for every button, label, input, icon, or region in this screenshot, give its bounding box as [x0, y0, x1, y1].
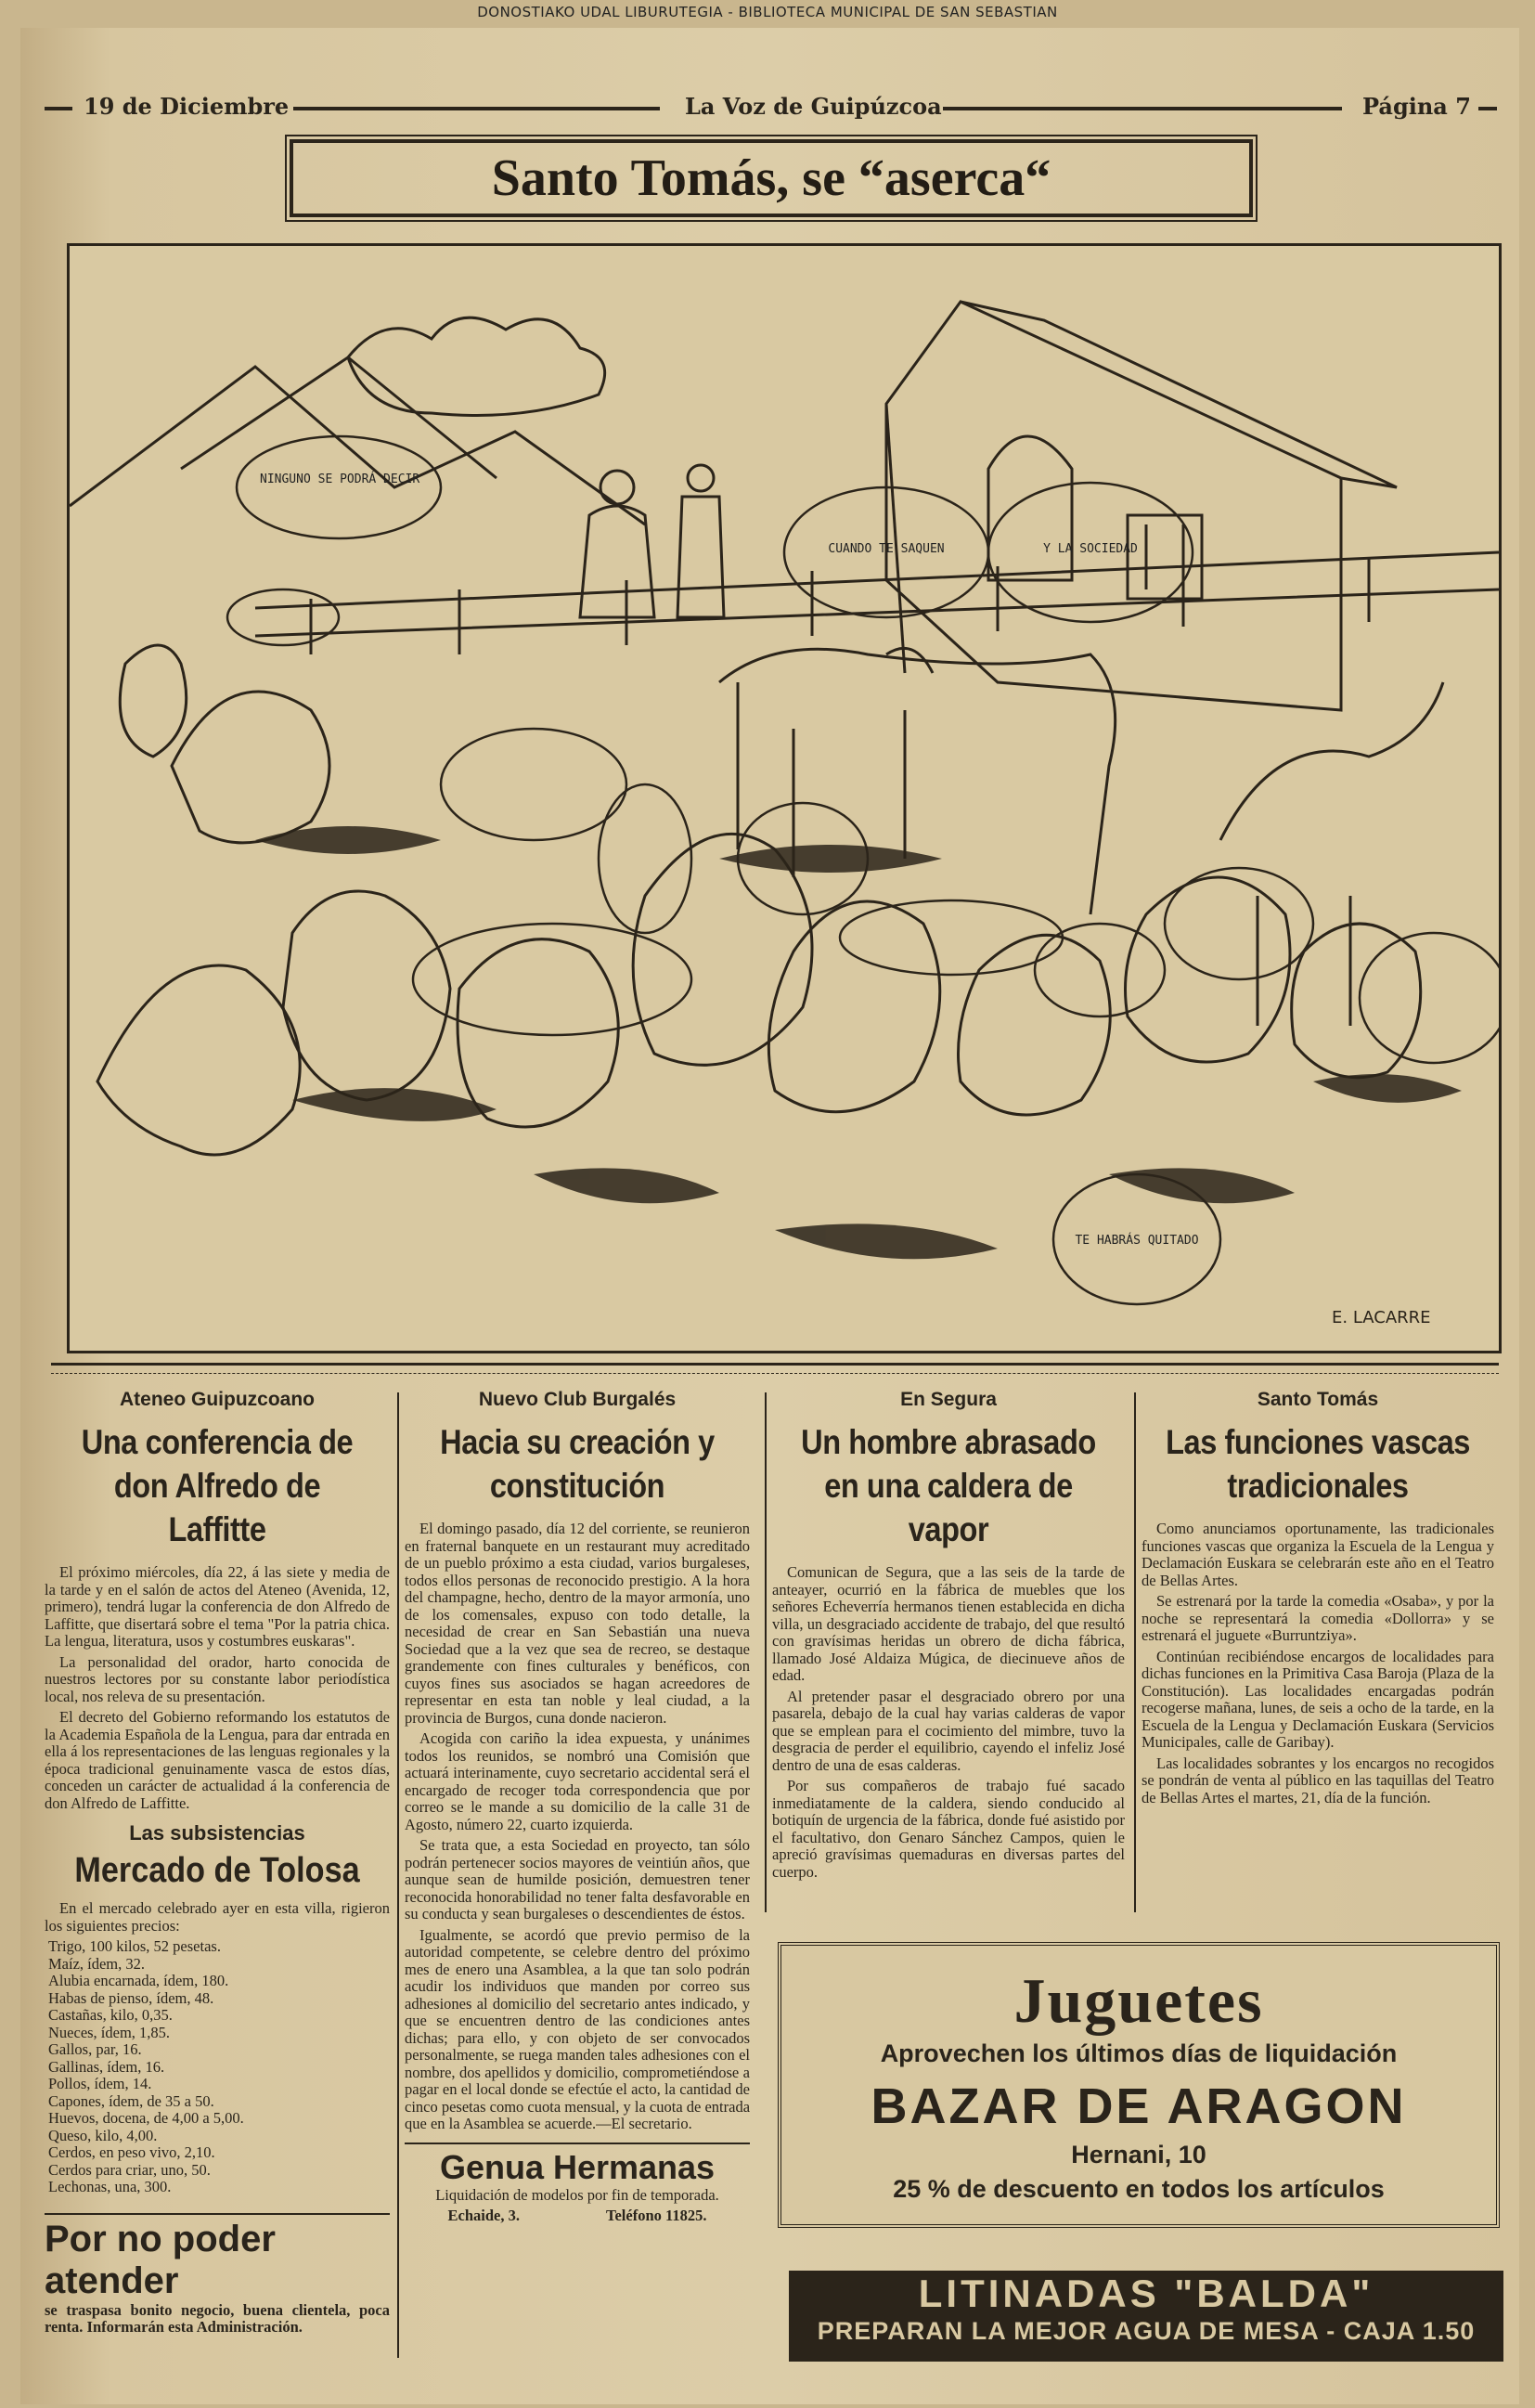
price-item: Habas de pienso, ídem, 48.	[48, 1988, 214, 2007]
column-rule	[1134, 1392, 1136, 1912]
kicker-segura: En Segura	[900, 1389, 997, 1410]
article-caldera	[772, 1564, 1125, 1881]
paragraph: Acogida con cariño la idea expuesta, y unánimes todos los reunidos, se nombró una Comisión que actuará interinamente, cuyo secretario accidental será el encargado de recoger toda correspondencia que por correo se le mande a su domicilio de la calle 31 de Agosto, número 22, cuarto izquierda.	[405, 1729, 750, 1833]
column-club-burgales	[405, 1383, 750, 2225]
ad-genua-body	[405, 2187, 750, 2205]
kicker-subsistencias: Las subsistencias	[129, 1821, 305, 1845]
price-item: Maíz, ídem, 32.	[48, 1954, 146, 1973]
price-item: Trigo, 100 kilos, 52 pesetas.	[48, 1937, 221, 1955]
running-head-date: 19 de Diciembre	[84, 93, 290, 120]
cartoon-bubble-text: TE HABRÁS QUITADO	[1075, 1234, 1199, 1248]
section-divider	[51, 1363, 1499, 1374]
paragraph: Comunican de Segura, que a las seis de la tarde de anteayer, ocurrió en la fábrica de muebles que los señores Echeverría hermanos tienen establecida en dicha villa, un desgraciado accidente de trabajo, del que resultó con gravísimas heridas un obrero de dicha fábrica, llamado José Aldaiza Múgica, de diecinueve años de edad.	[772, 1563, 1125, 1684]
ad-bazar-store: BAZAR DE ARAGON	[871, 2078, 1407, 2134]
price-item: Alubia encarnada, ídem, 180.	[48, 1972, 229, 1989]
paragraph: En el mercado celebrado ayer en esta villa, rigieron los siguientes precios:	[45, 1899, 390, 1935]
running-head-page: Página 7	[1362, 93, 1471, 120]
ad-litinadas-balda	[789, 2271, 1503, 2362]
paragraph: se traspasa bonito negocio, buena clientela, poca renta. Informarán esta Administración.	[45, 2300, 390, 2336]
headline-caldera: Un hombre abrasado en una caldera de vapor	[801, 1423, 1096, 1548]
headline-funciones-vascas: Las funciones vascas tradicionales	[1166, 1423, 1470, 1505]
cartoon-illustration	[67, 243, 1502, 1353]
article-laffitte	[45, 1564, 390, 1812]
price-item: Gallinas, ídem, 16.	[48, 2057, 165, 2076]
paragraph: Como anunciamos oportunamente, las tradicionales funciones vascas que organiza la Escuela de la Lengua y Declamación Euskara se celebrarán este año en el Teatro de Bellas Artes.	[1142, 1520, 1494, 1589]
running-head	[45, 93, 1492, 124]
paragraph: Por sus compañeros de trabajo fué sacado inmediatamente de la caldera, siendo conducido al botiquín de urgencia de la fábrica, donde fué asistido por el facultativo, don Genaro Sánchez Campos, quien le apreció gravísimas quemaduras en diversas partes del cuerpo.	[772, 1777, 1125, 1881]
ad-bazar-discount: 25 % de descuento en todos los artículos	[893, 2175, 1385, 2203]
article-club-burgales	[405, 1521, 750, 2133]
paragraph: Liquidación de modelos por fin de temporada.	[435, 2185, 719, 2204]
paragraph: Se trata que, a esta Sociedad en proyecto, tan sólo podrán pertenecer socios mayores de veintiún años, que aunque sean de humilde posición, demuestren tener reconocida honorabilidad no tener falta desfavorable en su conducta y sean burgaleses o descendientes de éstos.	[405, 1836, 750, 1923]
price-item: Queso, kilo, 4,00.	[48, 2126, 158, 2144]
kicker-ateneo: Ateneo Guipuzcoano	[120, 1389, 315, 1410]
column-santo-tomas	[1142, 1383, 1494, 1810]
kicker-club-burgales: Nuevo Club Burgalés	[478, 1389, 677, 1410]
ad-genua-phone: Teléfono 11825.	[605, 2207, 707, 2224]
ad-bazar-liquidation: Aprovechen los últimos días de liquidación	[880, 2039, 1398, 2067]
paragraph: El domingo pasado, día 12 del corriente, se reunieron en fraternal banquete en un restaurant muy acreditado de un pueblo próximo a esta ciudad, varios burgaleses, todos ellos personas de reconocido prestigio. A la hora del champagne, hecho, dentro de la mayor armonía, uno de los comensales, expuso con todo detalle, la necesidad de crear en San Sebastián una nueva Sociedad que a la vez que sea de recreo, se destaque grandemente con fines culturales y benéficos, con cuyos fines sus asociados se hagan acreedores de representar en esta tan noble y leal ciudad, a la provincia de Burgos, cuna donde nacieron.	[405, 1520, 750, 1727]
market-intro	[45, 1900, 390, 1935]
price-item: Lechonas, una, 300.	[48, 2178, 172, 2195]
price-item: Cerdos para criar, uno, 50.	[48, 2160, 211, 2179]
cartoon-bubble-text: CUANDO TE SAQUEN	[828, 542, 945, 556]
paragraph: El decreto del Gobierno reformando los estatutos de la Academia Española de la Lengua, para dar entrada en ella á los representaciones de las lenguas regionales y la época tradicional genuinamente vasca de estos días, conceden un carácter de actualidad á la conferencia de don Alfredo de Laffitte.	[45, 1708, 390, 1812]
paragraph: La personalidad del orador, harto conocida de nuestros lectores por su constante labor periodística local, nos releva de su presentación.	[45, 1652, 390, 1705]
headline-mercado-tolosa: Mercado de Tolosa	[74, 1851, 360, 1890]
paragraph: Se estrenará por la tarde la comedia «Osaba», y por la noche se representará la comedia «Dollorra» y se estrenará el juguete «Burruntziya».	[1142, 1592, 1494, 1644]
column-segura	[772, 1383, 1125, 1884]
paragraph: El próximo miércoles, día 22, á las siete y media de la tarde y en el salón de actos del Ateneo (Avenida, 12, primero), tendrá lugar la conferencia de don Alfredo de Laffitte, que disertará sobre el tema "Por la patria chica. La lengua, literatura, usos y costumbres euskaras".	[45, 1563, 390, 1650]
kicker-santo-tomas: Santo Tomás	[1257, 1389, 1379, 1410]
cartoon-bubble-text: Y LA SOCIEDAD	[1043, 542, 1138, 556]
price-list	[45, 1938, 390, 2196]
column-rule	[765, 1392, 767, 1912]
ad-bazar-title: Juguetes	[1013, 1965, 1264, 2036]
ad-bazar-address: Hernani, 10	[1071, 2141, 1206, 2168]
headline-creacion: Hacia su creación y constitución	[440, 1423, 715, 1505]
price-item: Cerdos, en peso vivo, 2,10.	[48, 2143, 215, 2161]
price-item: Pollos, ídem, 14.	[48, 2075, 152, 2092]
ad-balda-brand: LITINADAS "BALDA"	[918, 2272, 1374, 2315]
article-funciones-vascas	[1142, 1521, 1494, 1806]
ad-genua-headline: Genua Hermanas	[439, 2147, 716, 2186]
column-rule	[397, 1392, 399, 2358]
ad-genua-address: Echaide, 3.	[447, 2207, 520, 2224]
cartoon-signature: E. LACARRE	[1332, 1308, 1431, 1327]
price-item: Huevos, docena, de 4,00 a 5,00.	[48, 2109, 244, 2127]
paragraph: Al pretender pasar el desgraciado obrero por una pasarela, debajo de la cual hay varias calderas de vapor que se emplean para el cocimiento del mimbre, tuvo la desgracia de perder el equilibrio, cayendo el infeliz José dentro de una de esas calderas.	[772, 1687, 1125, 1774]
price-item: Castañas, kilo, 0,35.	[48, 2006, 173, 2024]
cartoon-bubble-text: NINGUNO SE PODRÁ DECIR	[260, 473, 420, 486]
ad-bazar-aragon	[778, 1942, 1500, 2228]
ad-genua	[405, 2143, 750, 2225]
classified-headline: Por no poder atender	[45, 2213, 390, 2302]
paragraph: Las localidades sobrantes y los encargos no recogidos se pondrán de venta al público en las taquillas del Teatro de Bellas Artes el martes, 21, día de la función.	[1142, 1754, 1494, 1806]
headline-laffitte: Una conferencia de don Alfredo de Laffitte	[81, 1423, 354, 1548]
archive-banner: DONOSTIAKO UDAL LIBURUTEGIA - BIBLIOTECA MUNICIPAL DE SAN SEBASTIAN	[477, 4, 1058, 20]
classified-body	[45, 2302, 390, 2337]
price-item: Nueces, ídem, 1,85.	[48, 2023, 171, 2041]
ad-genua-contact	[405, 2207, 750, 2225]
paragraph: Continúan recibiéndose encargos de localidades para dichas funciones en la Primitiva Casa Baroja (Plaza de la Constitución). Las localidades encargadas podrán recogerse mañana, lunes, de seis a ocho de la tarde, en la Escuela de la Lengua y Declamación Euskara (Servicios Municipales, calle de Garibay).	[1142, 1647, 1494, 1751]
price-item: Gallos, par, 16.	[48, 2040, 142, 2058]
price-item: Capones, ídem, de 35 a 50.	[48, 2091, 214, 2110]
running-head-newspaper: La Voz de Guipúzcoa	[685, 93, 942, 120]
paragraph: Igualmente, se acordó que previo permiso de la autoridad competente, se celebre dentro del próximo mes de enero una Asamblea, a la que tan solo podrán acudir los individuos que manden por correo sus adhesiones al domicilio del secretario antes indicado, y que se encuentren dentro de las condiciones antes dichas; para ello, y con objeto de ser convocados personalmente, se ruega manden tales adhesiones con el nombre, dos apellidos y domicilio, comprometiéndose a pagar en el local donde se efectúe el acto, la cantidad de cinco pesetas como cuota mensual, y la cuota de entrada que en la Asamblea se acuerde.—El secretario.	[405, 1925, 751, 2132]
cartoon-title: Santo Tomás, se “aserca“	[290, 139, 1253, 217]
column-ateneo	[45, 1383, 390, 2340]
ad-balda-tagline: PREPARAN LA MEJOR AGUA DE MESA - CAJA 1.50	[817, 2317, 1476, 2345]
